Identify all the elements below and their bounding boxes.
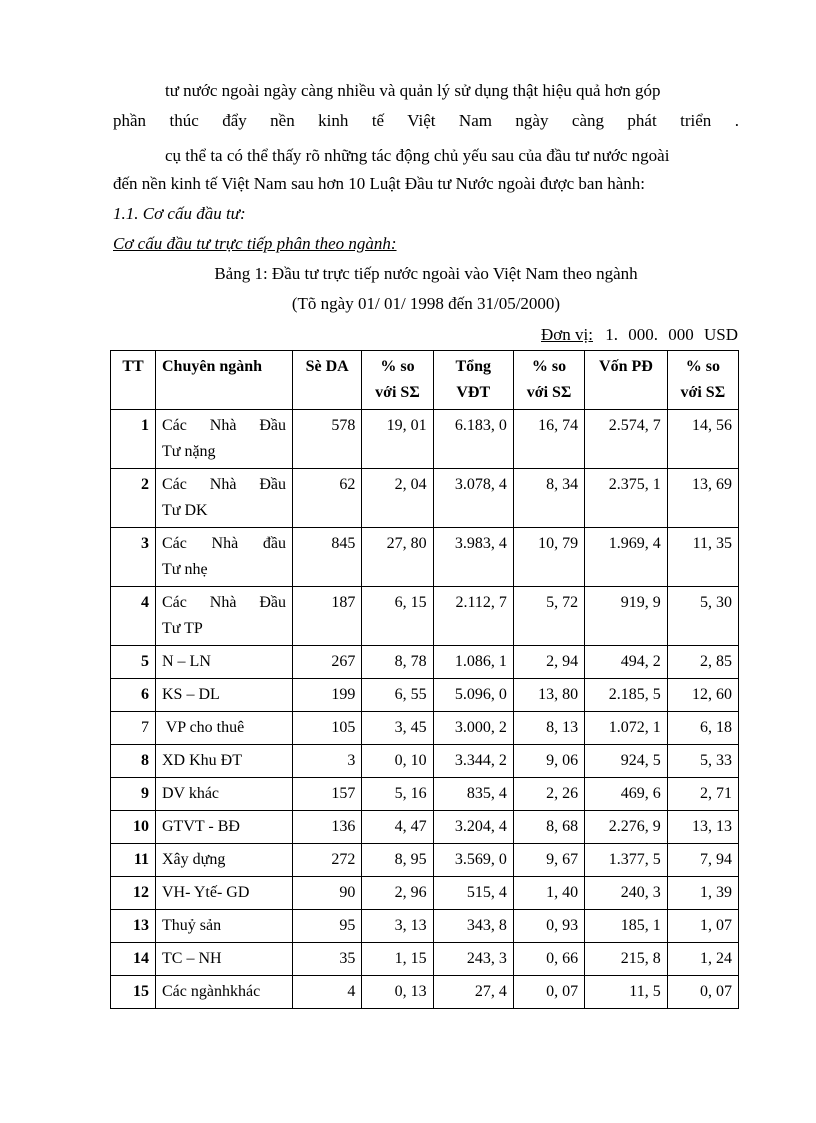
cell-pct-projects: 2, 96 [362,877,433,910]
cell-total-investment: 3.204, 4 [433,811,513,844]
table-row [111,877,739,910]
cell-tt: 10 [111,811,156,844]
cell-capital: 2.276, 9 [585,811,668,844]
cell-capital: 2.375, 1 [585,469,668,528]
subsection-heading: Cơ cấu đầu tư trực tiếp phân theo ngành: [113,234,397,253]
cell-projects: 4 [293,976,362,1009]
cell-industry: XD Khu ĐT [156,745,293,778]
cell-pct-projects: 0, 13 [362,976,433,1009]
cell-projects: 199 [293,679,362,712]
section-heading: 1.1. Cơ cấu đầu tư: [113,204,246,223]
cell-pct-total: 2, 26 [513,778,584,811]
cell-tt: 9 [111,778,156,811]
cell-capital: 11, 5 [585,976,668,1009]
header-total-line1: Tổng [455,358,492,375]
cell-industry [156,410,293,469]
cell-pct-projects: 6, 55 [362,679,433,712]
cell-industry-line2: Tư TP [162,620,203,637]
cell-tt: 4 [111,587,156,646]
table-row [111,528,739,587]
table-row [111,587,739,646]
cell-pct-total: 8, 34 [513,469,584,528]
cell-pct-total: 0, 07 [513,976,584,1009]
cell-tt: 2 [111,469,156,528]
cell-pct-projects: 8, 78 [362,646,433,679]
cell-total-investment: 515, 4 [433,877,513,910]
cell-pct-projects: 0, 10 [362,745,433,778]
table-header-row [111,351,739,410]
cell-industry-line1: Các Nhà Đầu [162,476,286,493]
cell-pct-capital: 1, 24 [667,943,738,976]
cell-tt: 5 [111,646,156,679]
cell-pct-projects: 3, 13 [362,910,433,943]
cell-pct-total: 1, 40 [513,877,584,910]
cell-projects: 90 [293,877,362,910]
table-row [111,844,739,877]
cell-projects: 3 [293,745,362,778]
cell-industry-line2: Tư nhẹ [162,561,208,578]
cell-industry: TC – NH [156,943,293,976]
cell-capital: 494, 2 [585,646,668,679]
cell-pct-capital: 7, 94 [667,844,738,877]
cell-total-investment: 3.983, 4 [433,528,513,587]
cell-pct-capital: 5, 30 [667,587,738,646]
cell-industry: Xây dựng [156,844,293,877]
cell-industry: GTVT - BĐ [156,811,293,844]
cell-total-investment: 3.344, 2 [433,745,513,778]
cell-pct-capital: 14, 56 [667,410,738,469]
header-industry: Chuyên ngành [156,351,293,410]
cell-total-investment: 2.112, 7 [433,587,513,646]
cell-tt: 11 [111,844,156,877]
header-pct-projects-line1: % so [380,358,415,375]
cell-industry-line2: Tư DK [162,502,208,519]
cell-industry-line1: Các Nhà Đầu [162,417,286,434]
table-row [111,745,739,778]
cell-total-investment: 3.000, 2 [433,712,513,745]
cell-capital: 469, 6 [585,778,668,811]
cell-capital: 2.574, 7 [585,410,668,469]
cell-pct-projects: 2, 04 [362,469,433,528]
cell-pct-projects: 8, 95 [362,844,433,877]
cell-pct-capital: 1, 07 [667,910,738,943]
table-row [111,679,739,712]
cell-pct-projects: 6, 15 [362,587,433,646]
cell-capital: 215, 8 [585,943,668,976]
cell-industry-line1: Các Nhà Đầu [162,594,286,611]
header-pct-total-line2: với SΣ [526,384,572,401]
cell-pct-total: 2, 94 [513,646,584,679]
cell-capital: 240, 3 [585,877,668,910]
cell-industry: Các ngànhkhác [156,976,293,1009]
cell-industry [156,469,293,528]
table-row [111,712,739,745]
cell-pct-projects: 1, 15 [362,943,433,976]
header-pct-capital-line2: với SΣ [680,384,726,401]
paragraph-1-line-2: phần thúc đẩy nền kinh tế Việt Nam ngày càng phát triển . [113,111,739,130]
cell-tt: 15 [111,976,156,1009]
cell-total-investment: 243, 3 [433,943,513,976]
cell-capital: 1.377, 5 [585,844,668,877]
cell-tt: 6 [111,679,156,712]
cell-industry: N – LN [156,646,293,679]
table-row [111,778,739,811]
unit-line [541,324,738,346]
header-capital: Vốn PĐ [585,351,668,410]
cell-industry [156,528,293,587]
cell-pct-total: 10, 79 [513,528,584,587]
cell-pct-capital: 6, 18 [667,712,738,745]
cell-pct-total: 13, 80 [513,679,584,712]
cell-pct-total: 8, 13 [513,712,584,745]
cell-capital: 924, 5 [585,745,668,778]
header-tt: TT [111,351,156,410]
cell-industry: VH- Ytế- GD [156,877,293,910]
cell-tt: 1 [111,410,156,469]
cell-projects: 187 [293,587,362,646]
cell-tt: 3 [111,528,156,587]
cell-total-investment: 835, 4 [433,778,513,811]
cell-pct-projects: 27, 80 [362,528,433,587]
table-row [111,943,739,976]
cell-projects: 95 [293,910,362,943]
cell-capital: 919, 9 [585,587,668,646]
header-pct-projects [362,351,433,410]
unit-value: 1. 000. 000 USD [605,325,738,344]
cell-total-investment: 27, 4 [433,976,513,1009]
cell-industry-line2: Tư nặng [162,443,216,460]
cell-pct-total: 8, 68 [513,811,584,844]
cell-pct-capital: 0, 07 [667,976,738,1009]
cell-tt: 8 [111,745,156,778]
paragraph-2-line-1: cụ thể ta có thể thấy rõ những tác động chủ yếu sau của đầu tư nước ngoài [165,146,670,165]
cell-tt: 12 [111,877,156,910]
cell-pct-capital: 5, 33 [667,745,738,778]
table-row [111,910,739,943]
cell-projects: 267 [293,646,362,679]
cell-industry: VP cho thuê [156,712,293,745]
cell-total-investment: 5.096, 0 [433,679,513,712]
cell-pct-total: 9, 06 [513,745,584,778]
cell-total-investment: 3.078, 4 [433,469,513,528]
cell-industry-line1: Các Nhà đầu [162,535,286,552]
table-row [111,410,739,469]
unit-label: Đơn vị: [541,325,593,344]
cell-pct-capital: 11, 35 [667,528,738,587]
header-total-line2: VĐT [456,384,491,401]
cell-tt: 13 [111,910,156,943]
cell-pct-projects: 5, 16 [362,778,433,811]
table-row [111,976,739,1009]
cell-pct-total: 0, 66 [513,943,584,976]
cell-projects: 105 [293,712,362,745]
table-subtitle: (Tõ ngày 01/ 01/ 1998 đến 31/05/2000) [291,294,561,313]
cell-pct-projects: 3, 45 [362,712,433,745]
cell-pct-total: 0, 93 [513,910,584,943]
paragraph-1-line-1: tư nước ngoài ngày càng nhiều và quản lý sử dụng thật hiệu quả hơn góp [165,81,661,100]
cell-pct-capital: 1, 39 [667,877,738,910]
header-pct-capital-line1: % so [685,358,720,375]
investment-table [110,350,739,1009]
cell-pct-total: 9, 67 [513,844,584,877]
cell-capital: 185, 1 [585,910,668,943]
cell-total-investment: 343, 8 [433,910,513,943]
table-row [111,469,739,528]
header-projects: Sè DA [293,351,362,410]
header-pct-projects-line2: với SΣ [375,384,420,401]
cell-projects: 845 [293,528,362,587]
header-pct-total [513,351,584,410]
cell-pct-total: 16, 74 [513,410,584,469]
cell-capital: 1.072, 1 [585,712,668,745]
cell-projects: 157 [293,778,362,811]
cell-pct-capital: 13, 13 [667,811,738,844]
table-row [111,646,739,679]
cell-tt: 7 [111,712,156,745]
table-title: Bảng 1: Đầu tư trực tiếp nước ngoài vào Việt Nam theo ngành [214,264,638,283]
cell-pct-projects: 4, 47 [362,811,433,844]
cell-total-investment: 6.183, 0 [433,410,513,469]
cell-total-investment: 3.569, 0 [433,844,513,877]
cell-tt: 14 [111,943,156,976]
cell-projects: 62 [293,469,362,528]
cell-pct-capital: 12, 60 [667,679,738,712]
cell-capital: 2.185, 5 [585,679,668,712]
cell-industry [156,587,293,646]
cell-pct-capital: 2, 85 [667,646,738,679]
cell-industry: DV khác [156,778,293,811]
cell-pct-total: 5, 72 [513,587,584,646]
cell-pct-capital: 13, 69 [667,469,738,528]
cell-industry: Thuỷ sản [156,910,293,943]
cell-projects: 272 [293,844,362,877]
header-pct-capital [667,351,738,410]
cell-projects: 136 [293,811,362,844]
cell-projects: 35 [293,943,362,976]
cell-industry: KS – DL [156,679,293,712]
table-row [111,811,739,844]
cell-total-investment: 1.086, 1 [433,646,513,679]
header-total-investment [433,351,513,410]
cell-projects: 578 [293,410,362,469]
cell-capital: 1.969, 4 [585,528,668,587]
cell-pct-projects: 19, 01 [362,410,433,469]
cell-pct-capital: 2, 71 [667,778,738,811]
paragraph-2-line-2: đến nền kinh tế Việt Nam sau hơn 10 Luật Đầu tư Nước ngoài được ban hành: [113,174,645,193]
header-pct-total-line1: % so [531,358,567,375]
